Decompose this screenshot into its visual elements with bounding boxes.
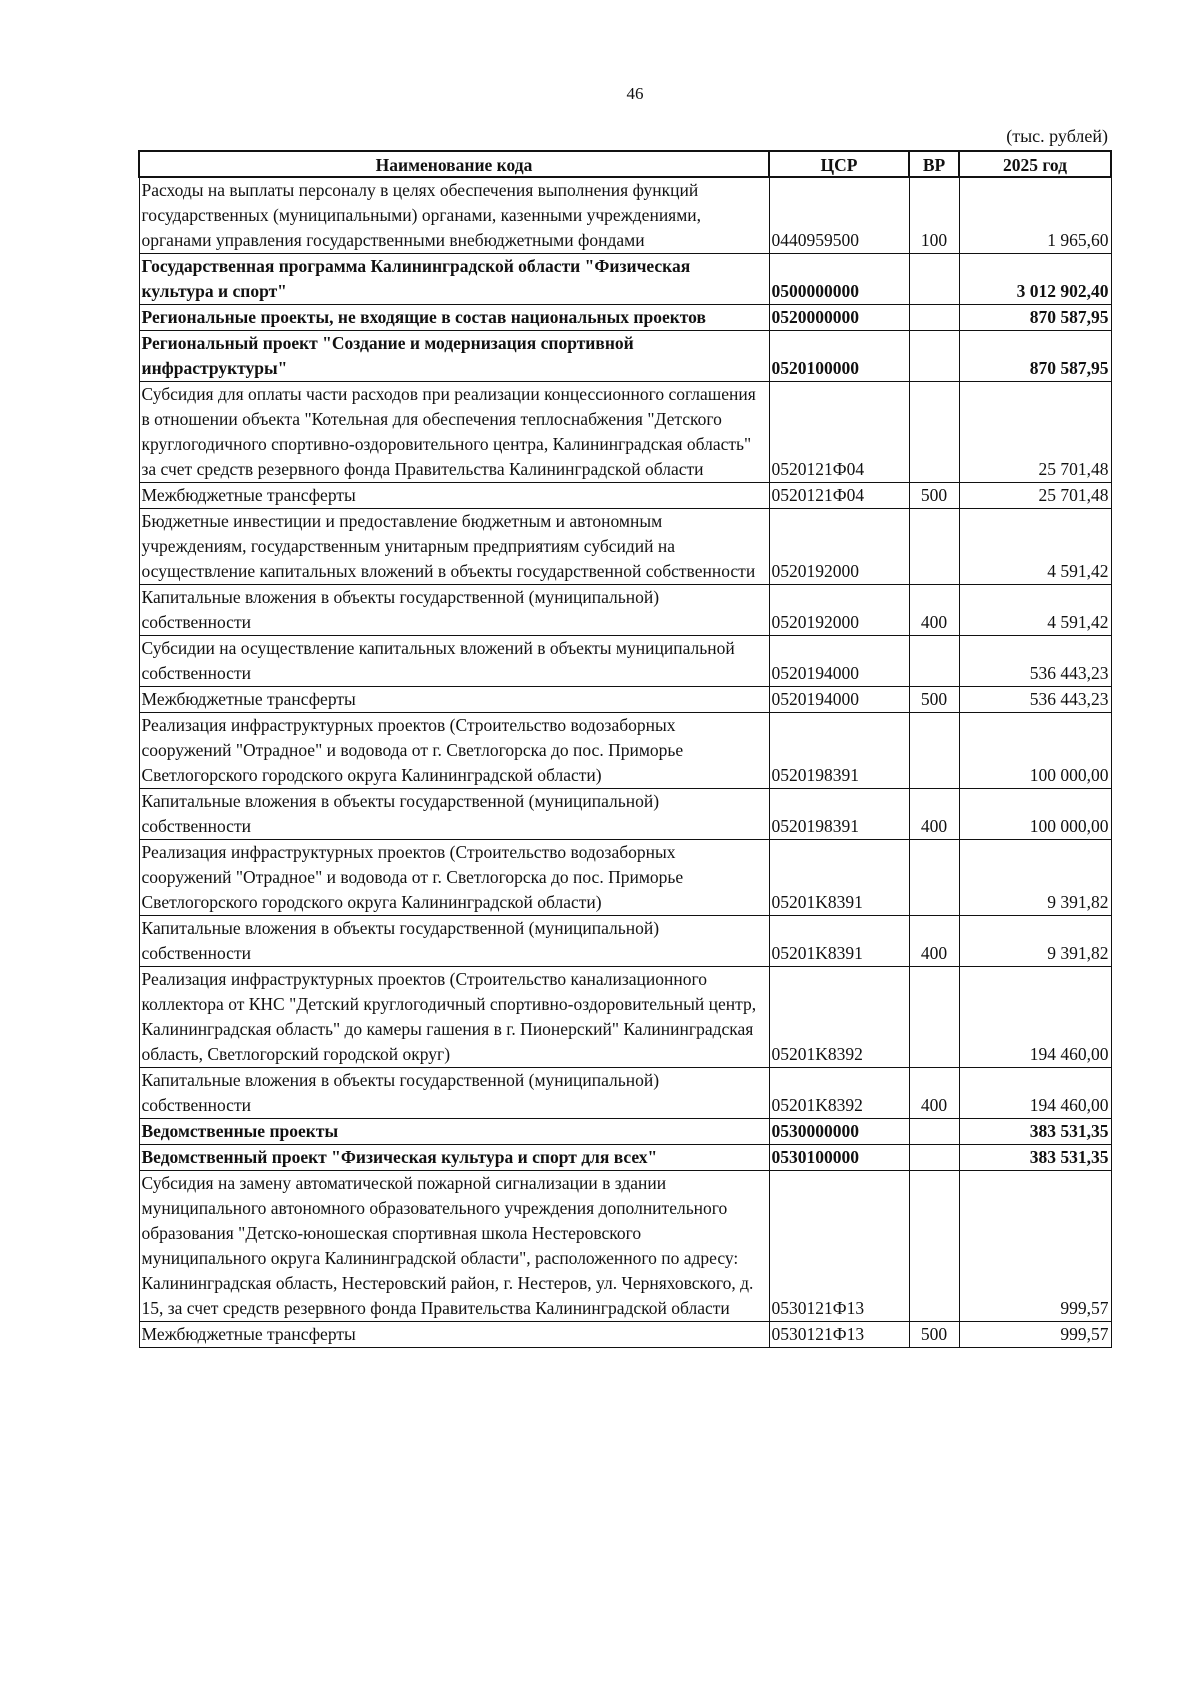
table-row [139,483,1111,509]
row-vr-cell [909,382,959,483]
row-csr-cell: 0530000000 [769,1119,909,1145]
row-vr-cell [909,840,959,916]
row-name-cell: Капитальные вложения в объекты государственной (муниципальной) собственности [139,585,769,636]
row-vr-cell: 400 [909,789,959,840]
row-vr-cell: 400 [909,1068,959,1119]
table-row [139,1145,1111,1171]
row-amount-cell: 25 701,48 [959,483,1111,509]
row-amount-cell: 25 701,48 [959,382,1111,483]
row-csr-cell: 0520100000 [769,331,909,382]
row-vr-cell [909,254,959,305]
row-amount-cell: 536 443,23 [959,687,1111,713]
row-amount-cell: 383 531,35 [959,1145,1111,1171]
row-csr-cell: 0520192000 [769,585,909,636]
row-name-cell: Капитальные вложения в объекты государственной (муниципальной) собственности [139,916,769,967]
row-name-cell: Реализация инфраструктурных проектов (Строительство водозаборных сооружений "Отрадное" и водовода от г. Светлогорска до пос. Приморье Светлогорского городского округа Калининградской области) [139,713,769,789]
row-vr-cell: 400 [909,585,959,636]
row-vr-cell [909,1145,959,1171]
row-csr-cell: 0530100000 [769,1145,909,1171]
table-row [139,916,1111,967]
table-row [139,177,1111,254]
table-row [139,254,1111,305]
table-row [139,1171,1111,1322]
row-vr-cell [909,305,959,331]
row-amount-cell: 100 000,00 [959,789,1111,840]
row-vr-cell [909,967,959,1068]
row-amount-cell: 870 587,95 [959,305,1111,331]
table-row [139,713,1111,789]
row-amount-cell: 999,57 [959,1322,1111,1348]
row-amount-cell: 1 965,60 [959,177,1111,254]
row-amount-cell: 3 012 902,40 [959,254,1111,305]
table-row [139,509,1111,585]
row-vr-cell: 500 [909,687,959,713]
row-csr-cell: 05201K8391 [769,916,909,967]
table-row [139,967,1111,1068]
row-name-cell: Межбюджетные трансферты [139,1322,769,1348]
row-amount-cell: 9 391,82 [959,916,1111,967]
row-amount-cell: 100 000,00 [959,713,1111,789]
header-amount: 2025 год [959,151,1111,177]
row-csr-cell: 05201K8391 [769,840,909,916]
row-amount-cell: 9 391,82 [959,840,1111,916]
row-csr-cell: 0520198391 [769,713,909,789]
row-name-cell: Расходы на выплаты персоналу в целях обеспечения выполнения функций государственных (муниципальными) органами, казенными учреждениями, органами управления государственными внебюджетными фондами [139,177,769,254]
row-name-cell: Межбюджетные трансферты [139,483,769,509]
row-name-cell: Реализация инфраструктурных проектов (Строительство водозаборных сооружений "Отрадное" и водовода от г. Светлогорска до пос. Приморье Светлогорского городского округа Калининградской области) [139,840,769,916]
row-amount-cell: 4 591,42 [959,509,1111,585]
row-csr-cell: 0520194000 [769,636,909,687]
page-number: 46 [626,84,644,103]
table-row [139,840,1111,916]
row-amount-cell: 999,57 [959,1171,1111,1322]
row-csr-cell: 05201K8392 [769,967,909,1068]
units-label: (тыс. рублей) [1006,126,1108,146]
table-row [139,305,1111,331]
row-name-cell: Реализация инфраструктурных проектов (Строительство канализационного коллектора от КНС "Детский круглогодичный спортивно-оздоровительный центр, Калининградская область" до камеры гашения в г. Пионерский" Калининградская область, Светлогорский городской округ) [139,967,769,1068]
row-name-cell: Региональный проект "Создание и модернизация спортивной инфраструктуры" [139,331,769,382]
row-csr-cell: 0530121Ф13 [769,1322,909,1348]
row-name-cell: Межбюджетные трансферты [139,687,769,713]
row-vr-cell [909,1171,959,1322]
row-csr-cell: 0520121Ф04 [769,483,909,509]
table-row [139,331,1111,382]
table-header-row [139,151,1111,177]
table-row [139,585,1111,636]
row-name-cell: Субсидия для оплаты части расходов при реализации концессионного соглашения в отношении объекта "Котельная для обеспечения теплоснабжения "Детского круглогодичного спортивно-оздоровительного центра, Калининградская область" за счет средств резервного фонда Правительства Калининградской области [139,382,769,483]
row-vr-cell [909,509,959,585]
table-body [139,177,1111,1348]
row-amount-cell: 4 591,42 [959,585,1111,636]
header-name: Наименование кода [139,151,769,177]
row-vr-cell: 400 [909,916,959,967]
table-row [139,687,1111,713]
row-name-cell: Капитальные вложения в объекты государственной (муниципальной) собственности [139,1068,769,1119]
row-csr-cell: 0520000000 [769,305,909,331]
header-vr: ВР [909,151,959,177]
table-row [139,1322,1111,1348]
row-csr-cell: 05201K8392 [769,1068,909,1119]
row-csr-cell: 0520194000 [769,687,909,713]
budget-table [138,150,1112,1348]
row-vr-cell: 100 [909,177,959,254]
row-name-cell: Субсидии на осуществление капитальных вложений в объекты муниципальной собственности [139,636,769,687]
row-name-cell: Региональные проекты, не входящие в состав национальных проектов [139,305,769,331]
row-amount-cell: 383 531,35 [959,1119,1111,1145]
row-name-cell: Бюджетные инвестиции и предоставление бюджетным и автономным учреждениям, государственным унитарным предприятиям субсидий на осуществление капитальных вложений в объекты государственной собственности [139,509,769,585]
row-name-cell: Ведомственный проект "Физическая культура и спорт для всех" [139,1145,769,1171]
row-vr-cell [909,713,959,789]
row-amount-cell: 194 460,00 [959,1068,1111,1119]
row-vr-cell [909,1119,959,1145]
row-amount-cell: 194 460,00 [959,967,1111,1068]
row-csr-cell: 0500000000 [769,254,909,305]
table-row [139,1068,1111,1119]
row-name-cell: Субсидия на замену автоматической пожарной сигнализации в здании муниципального автономного образовательного учреждения дополнительного образования "Детско-юношеская спортивная школа Нестеровского муниципального округа Калининградской области", расположенного по адресу: Калининградская область, Нестеровский район, г. Нестеров, ул. Черняховского, д. 15, за счет средств резервного фонда Правительства Калининградской области [139,1171,769,1322]
row-name-cell: Ведомственные проекты [139,1119,769,1145]
row-amount-cell: 870 587,95 [959,331,1111,382]
row-vr-cell [909,636,959,687]
row-csr-cell: 0440959500 [769,177,909,254]
row-name-cell: Капитальные вложения в объекты государственной (муниципальной) собственности [139,789,769,840]
table-row [139,789,1111,840]
row-csr-cell: 0520192000 [769,509,909,585]
row-vr-cell [909,331,959,382]
row-amount-cell: 536 443,23 [959,636,1111,687]
row-csr-cell: 0520198391 [769,789,909,840]
table-row [139,636,1111,687]
row-vr-cell: 500 [909,1322,959,1348]
row-csr-cell: 0520121Ф04 [769,382,909,483]
row-vr-cell: 500 [909,483,959,509]
table-row [139,1119,1111,1145]
table-row [139,382,1111,483]
row-csr-cell: 0530121Ф13 [769,1171,909,1322]
row-name-cell: Государственная программа Калининградской области "Физическая культура и спорт" [139,254,769,305]
header-csr: ЦСР [769,151,909,177]
